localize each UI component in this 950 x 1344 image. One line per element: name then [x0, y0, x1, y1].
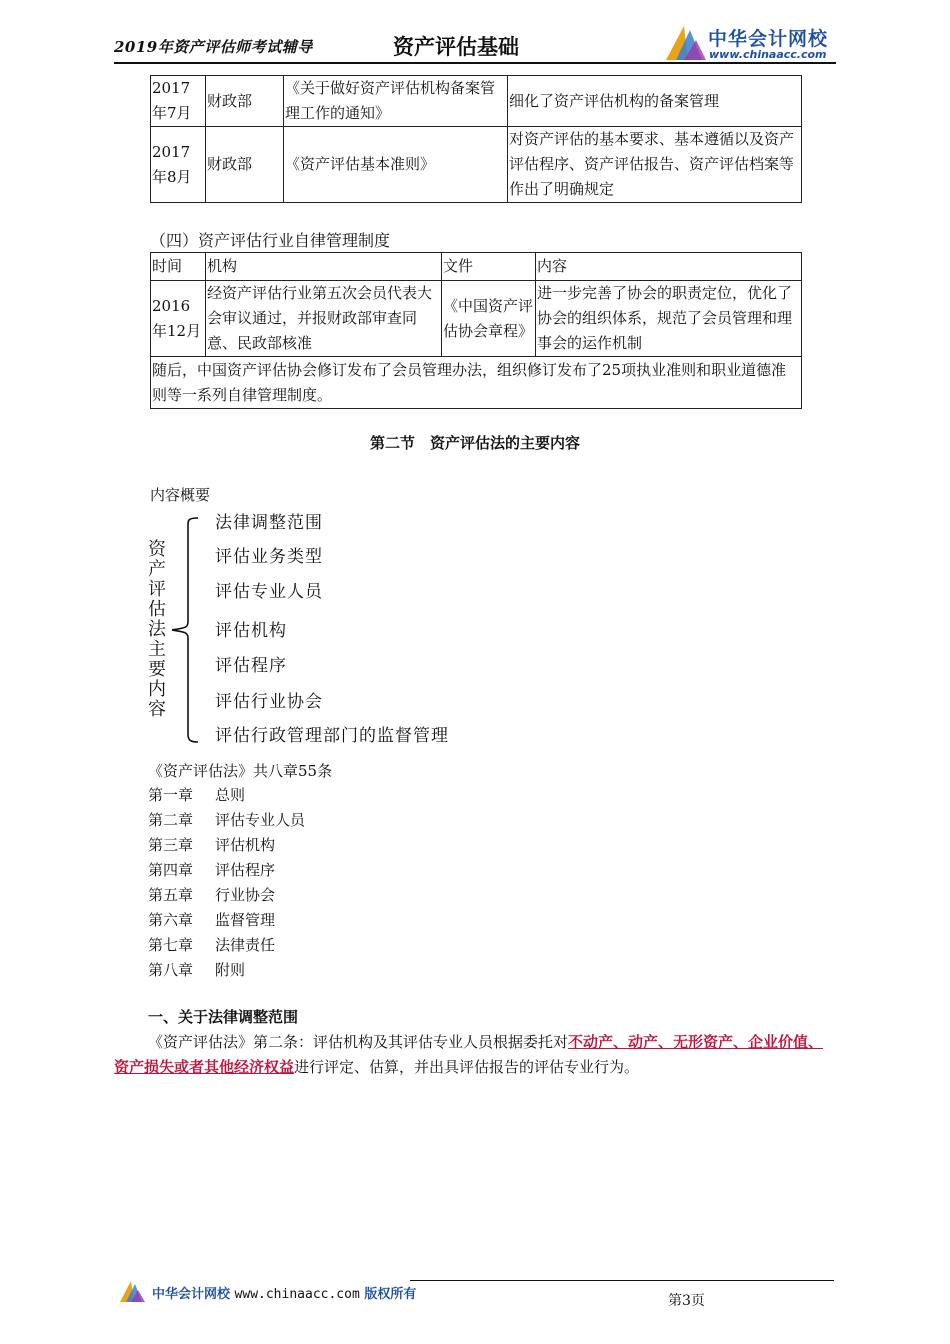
chapter-item	[148, 834, 276, 855]
diagram-bracket	[168, 510, 208, 750]
article-paragraph	[114, 1030, 838, 1080]
chapter-title: 评估机构	[215, 836, 276, 854]
diagram-item: 评估专业人员	[215, 582, 323, 602]
chapter-item	[148, 884, 276, 905]
highlighted-text: 不动产、动产、无形资产、企业价值、资产损失或者其他经济权益	[114, 1033, 824, 1076]
chapter-number: 第八章	[148, 961, 194, 979]
chapter-item	[148, 909, 276, 930]
diagram-item: 评估机构	[215, 621, 287, 641]
table-cell-org: 经资产评估行业第五次会员代表大会审议通过，并报财政部审查同意、民政部核准	[206, 281, 442, 357]
table-header-doc: 文件	[442, 253, 536, 281]
chapter-title: 评估程序	[215, 861, 276, 879]
diagram-root-label	[146, 540, 168, 720]
chapter-number: 第四章	[148, 861, 194, 879]
chapter-number: 第五章	[148, 886, 194, 904]
overview-label: 内容概要	[150, 486, 211, 504]
table-row	[151, 76, 802, 127]
chapter-number: 第六章	[148, 911, 194, 929]
chapter-title: 总则	[215, 786, 246, 804]
chapter-title: 行业协会	[215, 886, 276, 904]
diagram-root-char: 估	[148, 599, 166, 620]
table-cell-content: 细化了资产评估机构的备案管理	[508, 76, 802, 127]
chapter-item	[148, 859, 276, 880]
table-cell-doc: 《关于做好资产评估机构备案管理工作的通知》	[284, 76, 508, 127]
table-cell-doc: 《中国资产评估协会章程》	[442, 281, 536, 357]
diagram-root-char: 要	[148, 659, 166, 680]
self-regulation-table	[150, 252, 802, 409]
diagram-root-char: 资	[148, 539, 166, 560]
table-cell-org: 财政部	[206, 127, 284, 203]
chapter-item	[148, 934, 276, 955]
section-heading: （四）资产评估行业自律管理制度	[150, 231, 391, 250]
logo-url: www.chinaacc.com	[709, 48, 827, 61]
diagram-root-char: 产	[148, 559, 166, 580]
section-title: 第二节 资产评估法的主要内容	[369, 434, 580, 452]
diagram-item: 法律调整范围	[215, 513, 323, 533]
table-cell-time: 2017年8月	[151, 127, 206, 203]
table-row	[151, 127, 802, 203]
chapter-number: 第二章	[148, 811, 194, 829]
diagram-item: 评估行业协会	[215, 692, 323, 712]
chapter-title: 法律责任	[215, 936, 276, 954]
diagram-item: 评估行政管理部门的监督管理	[215, 726, 449, 746]
footer-rights: 版权所有	[364, 1287, 417, 1302]
chapter-title: 附则	[215, 961, 246, 979]
table-note: 随后，中国资产评估协会修订发布了会员管理办法，组织修订发布了25项执业准则和职业道德准则等一系列自律管理制度。	[151, 357, 802, 409]
diagram-root-char: 容	[148, 699, 166, 720]
footer-divider	[410, 1280, 834, 1281]
table-header-org: 机构	[206, 253, 442, 281]
table-cell-org: 财政部	[206, 76, 284, 127]
chapter-number: 第一章	[148, 786, 194, 804]
diagram-root-char: 内	[148, 679, 166, 700]
table-header-row	[151, 253, 802, 281]
part-heading: 一、关于法律调整范围	[148, 1008, 299, 1026]
table-note-row	[151, 357, 802, 409]
table-cell-time: 2017年7月	[151, 76, 206, 127]
diagram-root-char: 评	[148, 579, 166, 600]
diagram-item: 评估程序	[215, 656, 287, 676]
chapter-title: 监督管理	[215, 911, 276, 929]
chapter-item	[148, 959, 246, 980]
header-exam-title: 2019年资产评估师考试辅导	[114, 38, 313, 56]
table-cell-content: 对资产评估的基本要求、基本遵循以及资产评估程序、资产评估报告、资产评估档案等作出了明确规定	[508, 127, 802, 203]
brand-logo[interactable]	[662, 20, 837, 64]
logo-name: 中华会计网校	[708, 28, 829, 50]
table-header-time: 时间	[151, 253, 206, 281]
footer-name: 中华会计网校	[152, 1287, 231, 1302]
law-summary: 《资产评估法》共八章55条	[148, 762, 333, 780]
chapter-item	[148, 784, 246, 805]
footer-brand[interactable]	[152, 1283, 416, 1302]
chapter-title: 评估专业人员	[215, 811, 306, 829]
table-cell-content: 进一步完善了协会的职责定位，优化了协会的组织体系，规范了会员管理和理事会的运作机制	[536, 281, 802, 357]
table-header-content: 内容	[536, 253, 802, 281]
footer-logo-icon	[118, 1278, 146, 1304]
table-cell-time: 2016年12月	[151, 281, 206, 357]
chapter-number: 第七章	[148, 936, 194, 954]
diagram-root-char: 主	[148, 639, 166, 660]
paragraph-text: 进行评定、估算，并出具评估报告的评估专业行为。	[294, 1058, 640, 1076]
table-cell-doc: 《资产评估基本准则》	[284, 127, 508, 203]
header-subject-title: 资产评估基础	[393, 34, 519, 59]
chapter-item	[148, 809, 306, 830]
page-number: 第3页	[668, 1293, 705, 1309]
table-row	[151, 281, 802, 357]
diagram-item: 评估业务类型	[215, 547, 323, 567]
policy-table-continued	[150, 75, 802, 203]
logo-triangle-icon	[662, 20, 708, 64]
header-divider	[114, 62, 836, 64]
chapter-number: 第三章	[148, 836, 194, 854]
footer-url: www.chinaacc.com	[234, 1287, 360, 1302]
diagram-root-char: 法	[148, 619, 166, 640]
paragraph-text: 《资产评估法》第二条：评估机构及其评估专业人员根据委托对	[148, 1033, 569, 1051]
